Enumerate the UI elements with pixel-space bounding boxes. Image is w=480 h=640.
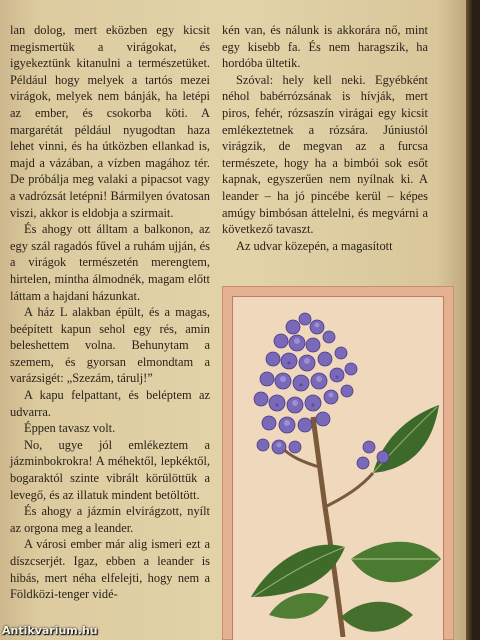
paragraph: Az udvar közepén, a magasított	[236, 238, 393, 253]
paragraph: És ahogy ott álltam a balkonon, az egy szál ragadós fűvel a ruhám ujján, és a virágok természetén merengtem, hirtelen, mintha álmodnék, magam előtt láttam a hajdani házunkat.	[10, 222, 210, 303]
right-text-column	[222, 22, 428, 254]
paragraph: A kapu felpattant, és beléptem az udvarra.	[10, 388, 210, 419]
lilac-branch-icon	[233, 297, 443, 637]
illustration-frame	[232, 296, 444, 640]
paragraph: A városi ember már alig ismeri ezt a díszcserjét. Igaz, ebben a leander is hibás, mert néha elfelejti, hogy nem a Földközi-tenger vidé-	[10, 537, 210, 602]
paragraph: Éppen tavasz volt.	[24, 421, 116, 436]
left-text-column	[10, 22, 210, 603]
lilac-illustration	[222, 286, 454, 640]
watermark: Antikvarium.hu	[2, 624, 98, 637]
paragraph: kén van, és nálunk is akkorára nő, mint egy kisebb fa. És nem haragszik, ha hordóba ültetik.	[222, 23, 428, 71]
paragraph: Szóval: hely kell neki. Egyébként néhol babérrózsának is hívják, mert piros, fehér, rózsaszín virágai egy kicsit emlékeztetnek a rózsára. Júniustól virágzik, de megvan az a furcsa természete, hogy ha a bimbói sok esőt kapnak, egyszerűen nem nyílnak ki. A leander – ha jó pincébe kerül – képes amúgy bimbósan áttelelni, és megvárni a következő tavaszt.	[222, 72, 428, 237]
page-edge	[466, 0, 474, 640]
paragraph: lan dolog, mert eközben egy kicsit megismertük a virágokat, és igyekeztünk kitanulni a természetüket. Például hogy melyek a tartós mezei virágok, melyek nem bánják, ha letépi az ember, és csokorba köti. A margarétát például nyugodtan haza lehet vinni, és ha útközben ellankad is, majd a vázában, a vízben magához tér. De próbálja meg valaki a pipacsot vagy a vadrózsát letépni! Bármilyen óvatosan viszi, akkor is eldobja a szirmait.	[10, 23, 210, 220]
paragraph: No, ugye jól emlékeztem a jázminbokrokra! A méhektől, lepkéktől, bogaraktól szinte vibrált körülöttük a levegő, és az illatuk mindent betöltött.	[10, 437, 210, 502]
paragraph: És ahogy a jázmin elvirágzott, nyílt az orgona meg a leander.	[10, 504, 210, 535]
paragraph: A ház L alakban épült, és a magas, beépített kapun sehol egy rés, amin beleshettem volna. Behunytam a szemem, és gyorsan elmondtam a varázsigét: „Szezám, tárulj!”	[10, 305, 210, 386]
